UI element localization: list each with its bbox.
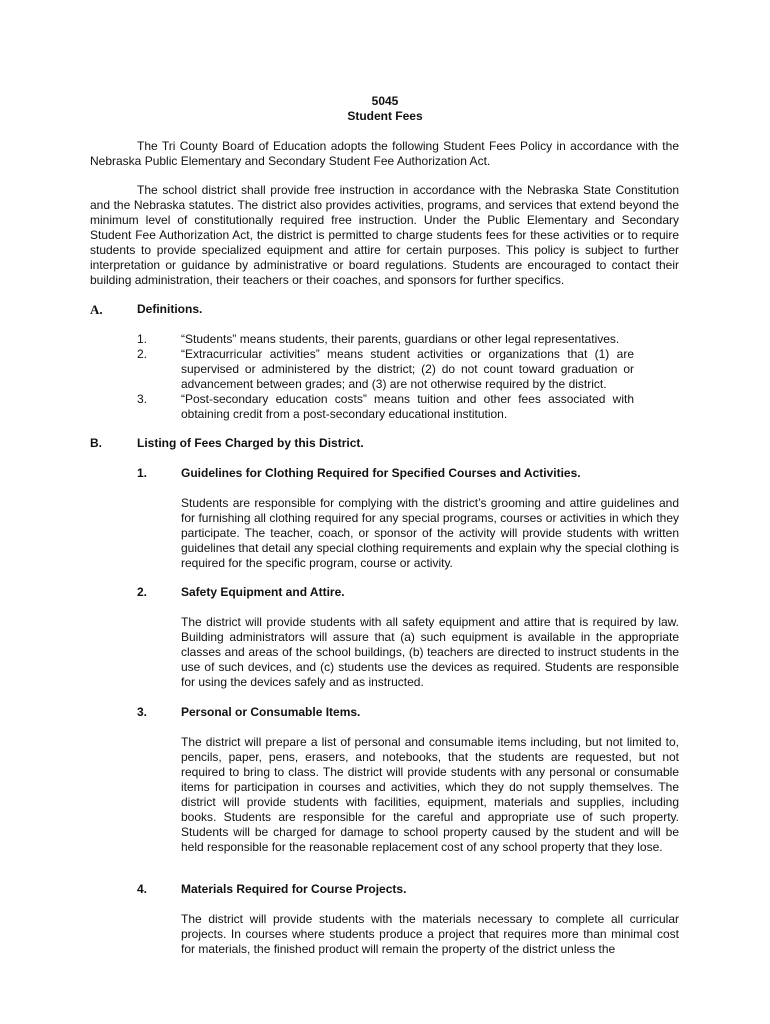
definition-3-number: 3. <box>137 392 148 406</box>
definition-2-number: 2. <box>137 347 148 361</box>
subsection-4-number: 4. <box>137 882 148 896</box>
section-b-title: Listing of Fees Charged by this District. <box>137 436 364 450</box>
policy-number: 5045 <box>371 94 399 108</box>
intro-paragraph-2: The school district shall provide free instruction in accordance with the Nebraska State Constitution and the Nebraska statutes. The district also provides activities, programs, and services that extend beyond the minimum level of constitutionally required free instruction. Under the Public Elementary and Secondary Student Fee Authorization Act, the district is permitted to charge students fees for these activities or to require students to provide specialized equipment and attire for certain purposes. This policy is subject to further interpretation or guidance by administrative or board regulations. Students are encouraged to contact their building administration, their teachers or their coaches, and sponsors for further specifics. <box>90 183 679 287</box>
subsection-1-text: Students are responsible for complying with the district’s grooming and attire guidelines and for furnishing all clothing required for any special programs, courses or activities in which they participate. The teacher, coach, or sponsor of the activity will provide students with written guidelines that detail any special clothing requirements and explain why the special clothing is required for the specific program, course or activity. <box>181 496 679 570</box>
definition-1-text: “Students” means students, their parents, guardians or other legal representatives. <box>181 332 620 346</box>
subsection-1-number: 1. <box>137 466 148 480</box>
subsection-2-number: 2. <box>137 585 148 599</box>
subsection-3-text: The district will prepare a list of personal and consumable items including, but not limited to, pencils, paper, pens, erasers, and notebooks, that the students are requested, but not required to bring to class. The district will provide students with any personal or consumable items for participation in courses and activities, which they do not supply themselves. The district will provide students with facilities, equipment, materials and supplies, including books. Students are responsible for the careful and appropriate use of such property. Students will be charged for damage to school property caused by the student and will be held responsible for the reasonable replacement cost of any school property that they lose. <box>181 735 679 854</box>
policy-title: Student Fees <box>347 109 423 123</box>
section-a-letter: A. <box>90 302 103 317</box>
subsection-3-number: 3. <box>137 705 148 719</box>
definition-2-text: “Extracurricular activities” means student activities or organizations that (1) are supervised or administered by the district; (2) do not count toward graduation or advancement between grades; and (3) are not otherwise required by the district. <box>181 347 634 391</box>
subsection-2-title: Safety Equipment and Attire. <box>181 585 345 599</box>
subsection-4-title: Materials Required for Course Projects. <box>181 882 407 896</box>
intro-paragraph-1: The Tri County Board of Education adopts the following Student Fees Policy in accordance with the Nebraska Public Elementary and Secondary Student Fee Authorization Act. <box>90 139 679 168</box>
definition-3-text: “Post-secondary education costs” means tuition and other fees associated with obtaining credit from a post-secondary educational institution. <box>181 392 634 421</box>
subsection-1-title: Guidelines for Clothing Required for Specified Courses and Activities. <box>181 466 581 480</box>
subsection-4-text: The district will provide students with the materials necessary to complete all curricular projects. In courses where students produce a project that requires more than minimal cost for materials, the finished product will remain the property of the district unless the <box>181 912 679 956</box>
subsection-3-title: Personal or Consumable Items. <box>181 705 361 719</box>
section-a-title: Definitions. <box>137 302 203 316</box>
subsection-2-text: The district will provide students with all safety equipment and attire that is required by law. Building administrators will assure that (a) such equipment is available in the appropriate classes and areas of the school buildings, (b) teachers are directed to instruct students in the use of such devices, and (c) students use the devices as required. Students are responsible for using the devices safely and as instructed. <box>181 615 679 689</box>
definition-1-number: 1. <box>137 332 148 346</box>
section-b-letter: B. <box>90 436 102 450</box>
